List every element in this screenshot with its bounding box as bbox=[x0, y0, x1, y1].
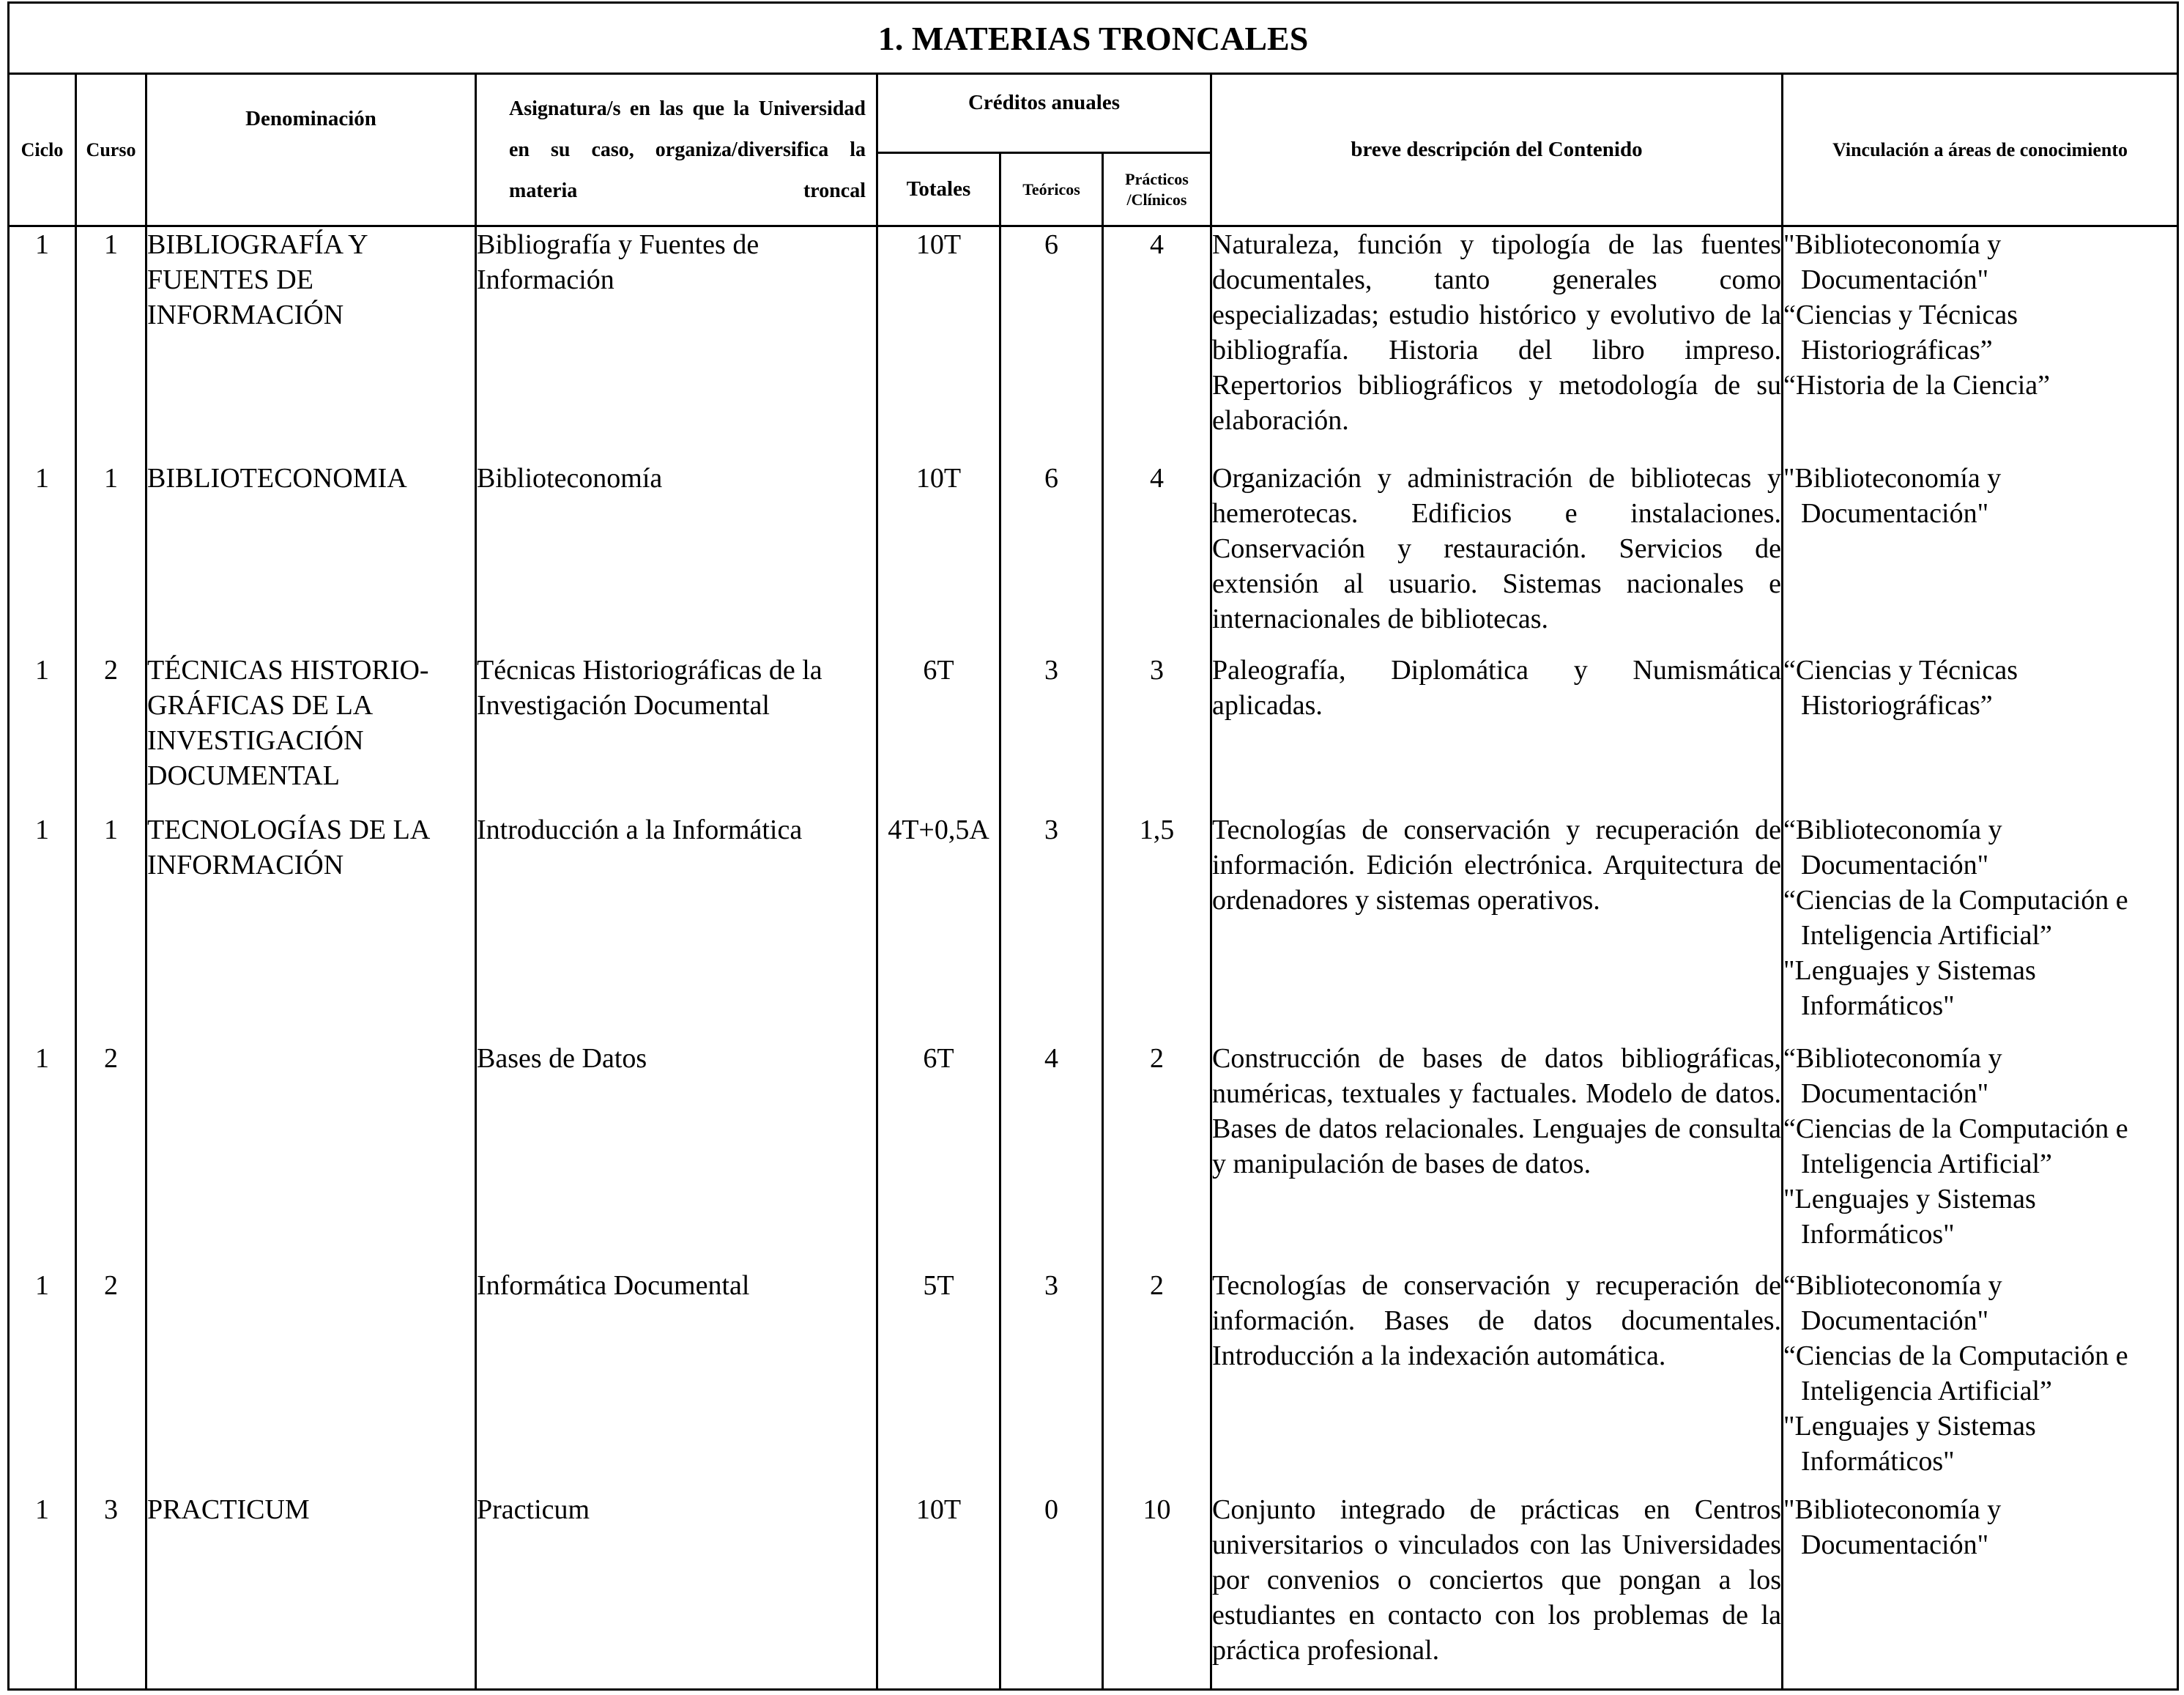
table-row bbox=[9, 461, 2178, 653]
cell-areas bbox=[1783, 1041, 2178, 1268]
cell-teoricos: 4 bbox=[1000, 1041, 1103, 1268]
header-teoricos: Teóricos bbox=[1000, 153, 1103, 226]
area-item: "Lenguajes y Sistemas Informáticos" bbox=[1783, 1410, 2036, 1477]
page-title: 1. MATERIAS TRONCALES bbox=[9, 3, 2178, 74]
cell-asignatura: Introducción a la Informática bbox=[476, 812, 877, 1041]
cell-curso: 1 bbox=[76, 226, 146, 461]
area-item: “Ciencias y Técnicas Historiográficas” bbox=[1783, 300, 2018, 366]
area-item: "Biblioteconomía y Documentación" bbox=[1783, 1494, 2002, 1560]
cell-denominacion: PRACTICUM bbox=[146, 1492, 476, 1690]
header-totales: Totales bbox=[877, 153, 1000, 226]
header-denominacion: Denominación bbox=[146, 74, 476, 226]
header-curso: Curso bbox=[76, 74, 146, 226]
cell-teoricos: 3 bbox=[1000, 653, 1103, 812]
table-row bbox=[9, 1492, 2178, 1690]
area-item: "Biblioteconomía y Documentación" bbox=[1783, 229, 2002, 295]
cell-asignatura: Bibliografía y Fuentes de Información bbox=[476, 226, 877, 461]
cell-ciclo: 1 bbox=[9, 812, 76, 1041]
cell-descripcion: Paleografía, Diplomática y Numismática aplicadas. bbox=[1211, 653, 1783, 812]
cell-totales: 6T bbox=[877, 1041, 1000, 1268]
table-row bbox=[9, 226, 2178, 461]
cell-curso: 1 bbox=[76, 461, 146, 653]
cell-practicos: 4 bbox=[1103, 226, 1211, 461]
cell-practicos: 2 bbox=[1103, 1268, 1211, 1492]
cell-totales: 6T bbox=[877, 653, 1000, 812]
cell-curso: 1 bbox=[76, 812, 146, 1041]
area-item: "Lenguajes y Sistemas Informáticos" bbox=[1783, 954, 2036, 1021]
cell-teoricos: 3 bbox=[1000, 812, 1103, 1041]
cell-totales: 4T+0,5A bbox=[877, 812, 1000, 1041]
area-item: “Ciencias de la Computación e Inteligencia Artificial” bbox=[1783, 1340, 2128, 1406]
cell-asignatura: Practicum bbox=[476, 1492, 877, 1690]
table-row bbox=[9, 812, 2178, 1041]
cell-practicos: 3 bbox=[1103, 653, 1211, 812]
materias-table bbox=[7, 1, 2179, 1691]
cell-totales: 10T bbox=[877, 1492, 1000, 1690]
cell-areas bbox=[1783, 461, 2178, 653]
cell-descripcion: Tecnologías de conservación y recuperación de información. Edición electrónica. Arquitectura de ordenadores y sistemas operativos. bbox=[1211, 812, 1783, 1041]
header-ciclo: Ciclo bbox=[9, 74, 76, 226]
cell-denominacion bbox=[146, 1268, 476, 1492]
cell-asignatura: Técnicas Historiográficas de la Investigación Documental bbox=[476, 653, 877, 812]
cell-practicos: 4 bbox=[1103, 461, 1211, 653]
cell-descripcion: Construcción de bases de datos bibliográficas, numéricas, textuales y factuales. Modelo de datos. Bases de datos relacionales. Lenguajes de consulta y manipulación de bases de datos. bbox=[1211, 1041, 1783, 1268]
cell-teoricos: 3 bbox=[1000, 1268, 1103, 1492]
cell-teoricos: 6 bbox=[1000, 226, 1103, 461]
cell-denominacion: TECNOLOGÍAS DE LA INFORMACIÓN bbox=[146, 812, 476, 1041]
cell-areas bbox=[1783, 226, 2178, 461]
cell-ciclo: 1 bbox=[9, 1268, 76, 1492]
cell-descripcion: Conjunto integrado de prácticas en Centros universitarios o vinculados con las Universidades por convenios o conciertos que pongan a los estudiantes en contacto con los problemas de la práctica profesional. bbox=[1211, 1492, 1783, 1690]
header-creditos: Créditos anuales bbox=[877, 74, 1211, 153]
cell-areas bbox=[1783, 1268, 2178, 1492]
cell-descripcion: Naturaleza, función y tipología de las fuentes documentales, tanto generales como especializadas; estudio histórico y evolutivo de la bibliografía. Historia del libro impreso. Repertorios bibliográficos y metodología de su elaboración. bbox=[1211, 226, 1783, 461]
cell-teoricos: 0 bbox=[1000, 1492, 1103, 1690]
cell-areas bbox=[1783, 653, 2178, 812]
cell-practicos: 10 bbox=[1103, 1492, 1211, 1690]
cell-asignatura: Bases de Datos bbox=[476, 1041, 877, 1268]
area-item: "Lenguajes y Sistemas Informáticos" bbox=[1783, 1183, 2036, 1250]
cell-descripcion: Organización y administración de bibliotecas y hemerotecas. Edificios e instalaciones. Conservación y restauración. Servicios de extensión al usuario. Sistemas nacionales e internacionales de bibliotecas. bbox=[1211, 461, 1783, 653]
cell-ciclo: 1 bbox=[9, 226, 76, 461]
cell-curso: 2 bbox=[76, 653, 146, 812]
cell-areas bbox=[1783, 1492, 2178, 1690]
area-item: "Biblioteconomía y Documentación" bbox=[1783, 462, 2002, 529]
cell-totales: 10T bbox=[877, 461, 1000, 653]
cell-denominacion: BIBLIOTECONOMIA bbox=[146, 461, 476, 653]
area-item: “Biblioteconomía y Documentación" bbox=[1783, 1042, 2002, 1109]
cell-asignatura: Biblioteconomía bbox=[476, 461, 877, 653]
header-asignatura: Asignatura/s en las que la Universidad en su caso, organiza/diversifica la materia troncal bbox=[476, 74, 877, 226]
cell-totales: 5T bbox=[877, 1268, 1000, 1492]
header-vinculacion: Vinculación a áreas de conocimiento bbox=[1783, 74, 2178, 226]
cell-totales: 10T bbox=[877, 226, 1000, 461]
table-row bbox=[9, 653, 2178, 812]
cell-ciclo: 1 bbox=[9, 653, 76, 812]
cell-curso: 3 bbox=[76, 1492, 146, 1690]
cell-teoricos: 6 bbox=[1000, 461, 1103, 653]
cell-practicos: 1,5 bbox=[1103, 812, 1211, 1041]
area-item: “Ciencias y Técnicas Historiográficas” bbox=[1783, 654, 2018, 721]
area-item: “Biblioteconomía y Documentación" bbox=[1783, 814, 2002, 880]
cell-denominacion: BIBLIOGRAFÍA Y FUENTES DE INFORMACIÓN bbox=[146, 226, 476, 461]
header-descripcion: breve descripción del Contenido bbox=[1211, 74, 1783, 226]
area-item: “Ciencias de la Computación e Inteligencia Artificial” bbox=[1783, 884, 2128, 951]
header-practicos: Prácticos /Clínicos bbox=[1103, 153, 1211, 226]
materias-troncales-sheet bbox=[7, 1, 2177, 1691]
area-item: “Biblioteconomía y Documentación" bbox=[1783, 1269, 2002, 1336]
cell-areas bbox=[1783, 812, 2178, 1041]
cell-curso: 2 bbox=[76, 1041, 146, 1268]
table-row bbox=[9, 1268, 2178, 1492]
cell-denominacion: TÉCNICAS HISTORIO-GRÁFICAS DE LA INVESTIGACIÓN DOCUMENTAL bbox=[146, 653, 476, 812]
table-row bbox=[9, 1041, 2178, 1268]
cell-ciclo: 1 bbox=[9, 461, 76, 653]
cell-descripcion: Tecnologías de conservación y recuperación de información. Bases de datos documentales. Introducción a la indexación automática. bbox=[1211, 1268, 1783, 1492]
cell-curso: 2 bbox=[76, 1268, 146, 1492]
cell-asignatura: Informática Documental bbox=[476, 1268, 877, 1492]
area-item: “Ciencias de la Computación e Inteligencia Artificial” bbox=[1783, 1113, 2128, 1179]
cell-practicos: 2 bbox=[1103, 1041, 1211, 1268]
cell-ciclo: 1 bbox=[9, 1492, 76, 1690]
area-item: “Historia de la Ciencia” bbox=[1783, 370, 2051, 401]
cell-denominacion bbox=[146, 1041, 476, 1268]
cell-ciclo: 1 bbox=[9, 1041, 76, 1268]
